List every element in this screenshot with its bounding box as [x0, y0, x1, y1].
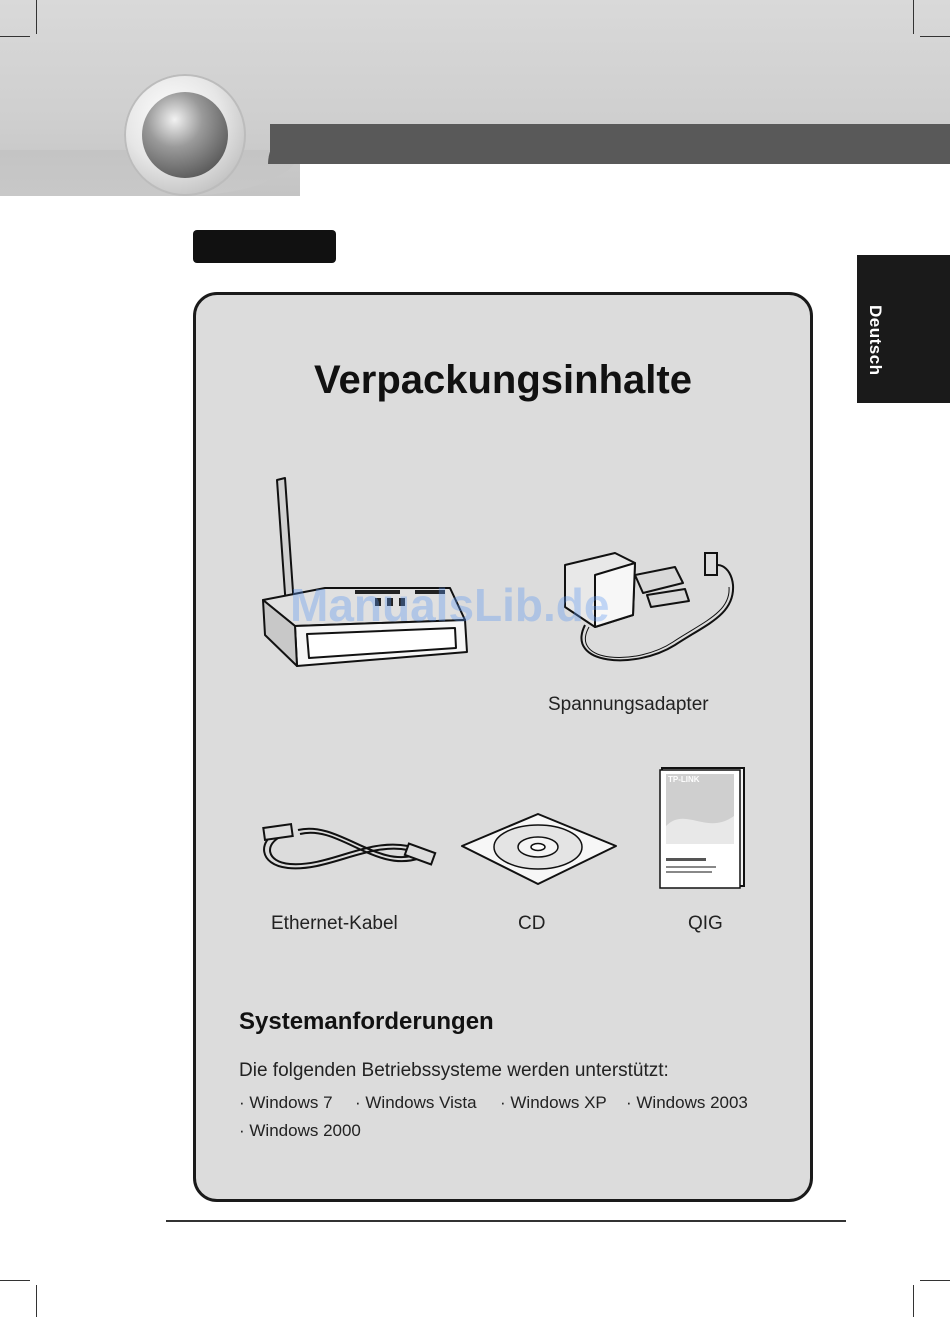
os-item: · Windows 2000: [239, 1121, 361, 1140]
crop-mark: [36, 0, 37, 34]
power-adapter-caption: Spannungsadapter: [548, 694, 709, 715]
crop-mark: [0, 36, 30, 37]
os-item: · Windows Vista: [355, 1093, 477, 1112]
cd-illustration: [458, 810, 620, 888]
qig-caption: QIG: [688, 913, 723, 934]
language-tab-label: Deutsch: [866, 305, 885, 376]
crop-mark: [913, 1285, 914, 1317]
crop-mark: [920, 1280, 950, 1281]
crop-mark: [36, 1285, 37, 1317]
cd-caption: CD: [518, 913, 546, 934]
os-item: · Windows 2003: [626, 1093, 748, 1112]
ethernet-cable-caption: Ethernet-Kabel: [271, 913, 398, 934]
watermark: ManualsLib.de: [290, 579, 610, 631]
ethernet-cable-illustration: [258, 820, 438, 880]
page-title: Verpackungsinhalte: [314, 358, 692, 402]
router-illustration: [255, 470, 475, 675]
header-orb-core-icon: [142, 92, 228, 178]
os-item: · Windows XP: [500, 1093, 607, 1112]
system-requirements-intro: Die folgenden Betriebssysteme werden unterstützt:: [239, 1060, 669, 1081]
crop-mark: [0, 1280, 30, 1281]
system-requirements-heading: Systemanforderungen: [239, 1008, 494, 1035]
qig-cover-brand: TP-LINK: [668, 775, 700, 784]
header-dark-stripe: [270, 124, 950, 164]
crop-mark: [920, 36, 950, 37]
os-item: · Windows 7: [239, 1093, 333, 1112]
qig-booklet-illustration: [656, 766, 748, 890]
section-label-block: [193, 230, 336, 263]
bottom-rule: [166, 1220, 846, 1222]
crop-mark: [913, 0, 914, 34]
header-bottom: [300, 164, 950, 196]
